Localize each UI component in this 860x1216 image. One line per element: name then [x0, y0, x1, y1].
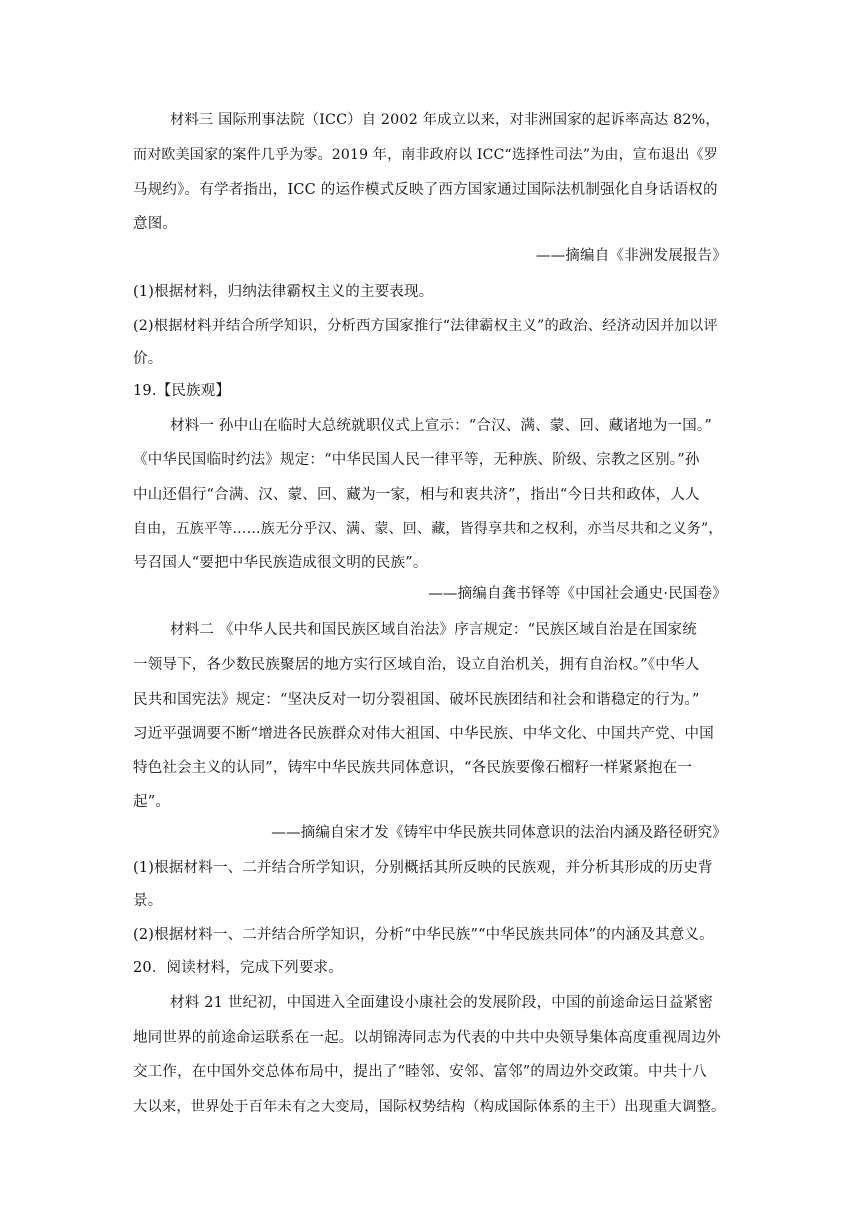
q20-material-line-2: 地同世界的前途命运联系在一起。以胡锦涛同志为代表的中共中央领导集体高度重视周边外	[133, 1030, 721, 1046]
q19-material2-line-6: 起”。	[133, 794, 171, 810]
q19-material2-source: ——摘编自宋才发《铸牢中华民族共同体意识的法治内涵及路径研究》	[271, 825, 727, 841]
q19-material2-line-3: 民共和国宪法》规定：“坚决反对一切分裂祖国、破坏民族团结和社会和谐稳定的行为。”	[133, 692, 700, 708]
q19-material2-line-5: 特色社会主义的认同”，铸牢中华民族共同体意识，“各民族要像石榴籽一样紧紧抱在一	[133, 760, 693, 776]
q19-material1-source: ——摘编自龚书铎等《中国社会通史·民国卷》	[428, 586, 727, 602]
q18-question-1: (1)根据材料，归纳法律霸权主义的主要表现。	[133, 284, 434, 300]
q19-question-1: (1)根据材料一、二并结合所学知识，分别概括其所反映的民族观，并分析其形成的历史背	[133, 860, 713, 876]
q19-material1-line-3: 中山还倡行“合满、汉、蒙、回、藏为一家，相与和衷共济”，指出“今日共和政体，人人	[133, 487, 700, 503]
q19-question-2: (2)根据材料一、二并结合所学知识，分析“中华民族”“中华民族共同体”的内涵及其意义。	[133, 927, 714, 943]
q19-material2-line-4: 习近平强调要不断“增进各民族群众对伟大祖国、中华民族、中华文化、中国共产党、中国	[133, 726, 714, 742]
q19-material1-line-5: 号召国人“要把中华民族造成很文明的民族”。	[133, 555, 428, 571]
q18-question-2: (2)根据材料并结合所学知识，分析西方国家推行“法律霸权主义”的政治、经济动因并加以评	[133, 318, 718, 334]
q19-material1-line-1: 材料一 孙中山在临时大总统就职仪式上宣示：“合汉、满、蒙、回、藏诸地为一国。”	[170, 418, 712, 434]
q20-heading: 20．阅读材料，完成下列要求。	[133, 960, 343, 976]
q19-material1-line-4: 自由，五族平等……族无分乎汉、满、蒙、回、藏，皆得享共和之权利，亦当尽共和之义务”，	[133, 521, 723, 537]
q20-material-line-3: 交工作，在中国外交总体布局中，提出了“睦邻、安邻、富邻”的周边外交政策。中共十八	[133, 1064, 707, 1080]
q18-question-2-cont: 价。	[133, 351, 163, 367]
material3-line-2: 而对欧美国家的案件几乎为零。2019 年，南非政府以 ICC“选择性司法”为由，宣布退出《罗	[133, 147, 718, 163]
material3-line-4: 意图。	[133, 216, 178, 232]
q19-question-1-cont: 景。	[133, 893, 163, 909]
material3-source: ——摘编自《非洲发展报告》	[535, 248, 727, 264]
q19-heading: 19.【民族观】	[133, 383, 231, 399]
material3-line-3: 马规约》。有学者指出，ICC 的运作模式反映了西方国家通过国际法机制强化自身话语权的	[133, 182, 718, 198]
q20-material-line-1: 材料 21 世纪初，中国进入全面建设小康社会的发展阶段，中国的前途命运日益紧密	[170, 995, 713, 1011]
q19-material1-line-2: 《中华民国临时约法》规定：“中华民国人民一律平等，无种族、阶级、宗教之区别。”孙	[133, 452, 700, 468]
q20-material-line-4: 大以来，世界处于百年未有之大变局，国际权势结构（构成国际体系的主干）出现重大调整。	[133, 1099, 726, 1115]
material3-line-1: 材料三 国际刑事法院（ICC）自 2002 年成立以来，对非洲国家的起诉率高达 82%，	[170, 112, 720, 128]
q19-material2-line-1: 材料二 《中华人民共和国民族区域自治法》序言规定：“民族区域自治是在国家统	[170, 622, 697, 638]
q19-material2-line-2: 一领导下，各少数民族聚居的地方实行区域自治，设立自治机关，拥有自治权。”《中华人	[133, 657, 700, 673]
